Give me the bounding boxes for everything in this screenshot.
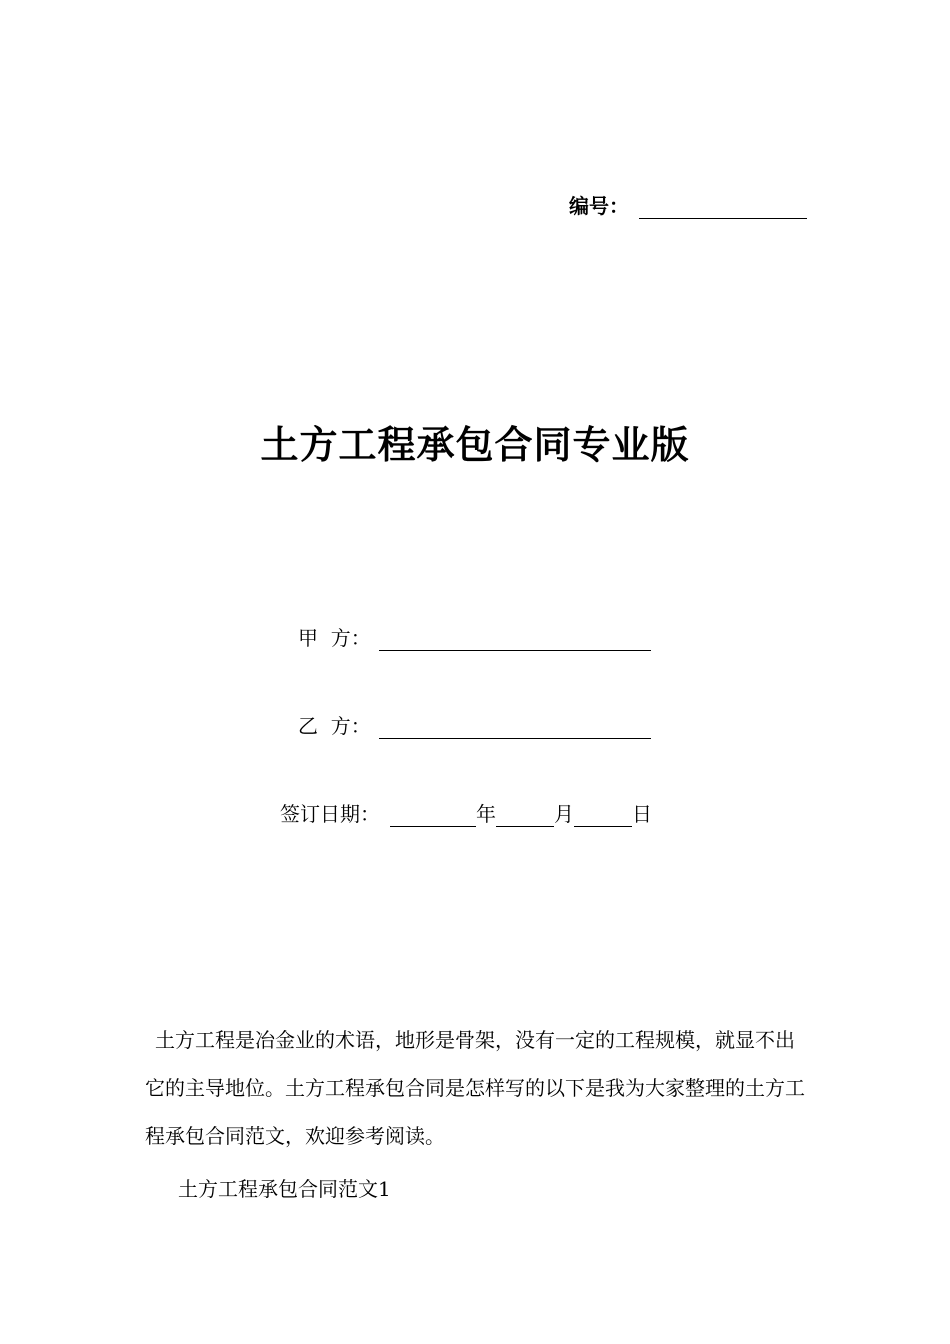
day-label: 日 [632,802,652,826]
party-b-label: 乙 方： [298,714,371,738]
party-a-field [298,622,651,651]
year-label: 年 [476,802,496,826]
signing-date-field [280,798,652,827]
party-b-blank[interactable] [379,716,651,739]
section-heading: 土方工程承包合同范文1 [178,1177,391,1201]
serial-number-label: 编号： [569,194,629,218]
document-title: 土方工程承包合同专业版 [260,423,690,467]
party-b-field [298,710,651,739]
day-blank[interactable] [574,804,632,827]
party-a-blank[interactable] [379,628,651,651]
month-blank[interactable] [496,804,554,827]
year-blank[interactable] [390,804,476,827]
signing-date-label: 签订日期： [280,802,380,826]
serial-number [569,190,807,219]
intro-paragraph: 土方工程是冶金业的术语，地形是骨架，没有一定的工程规模，就显不出它的主导地位。土方工程承包合同是怎样写的以下是我为大家整理的土方工程承包合同范文，欢迎参考阅读。 [145,1028,805,1148]
month-label: 月 [554,802,574,826]
party-a-label: 甲 方： [298,626,371,650]
serial-number-blank[interactable] [639,196,807,219]
